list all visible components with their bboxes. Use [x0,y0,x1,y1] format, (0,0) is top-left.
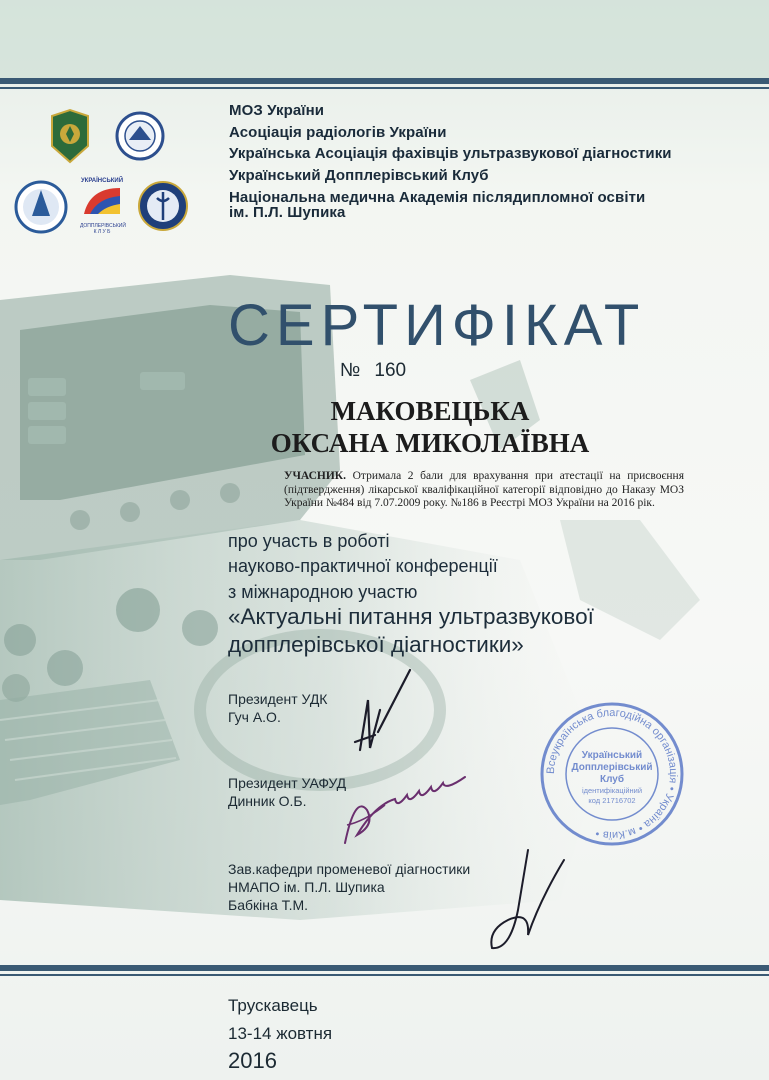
signatory-1 [228,690,327,726]
stamp-center-3: Клуб [599,774,625,785]
org-line-5: Національна медична Академія післядипломної освіти [229,189,646,206]
event-city: Трускавець [228,996,318,1015]
top-rule-thin [0,87,769,89]
stamp-ring-text: Всеукраїнська благодійна організація • Україна • м.Київ • [544,706,680,842]
bottom-rule-thick [0,965,769,971]
stamp-center-1: Український [581,750,643,761]
signatory-2-name: Динник О.Б. [228,793,307,809]
org-line-2: Асоціація радіологів України [229,123,447,141]
doppler-club-logo-text-mid: ДОППЛЕРІВСЬКИЙ [80,223,126,229]
participant-label: УЧАСНИК. [284,470,347,482]
signatory-3-line3: Бабкіна Т.М. [228,897,309,913]
bottom-rule-thin [0,974,769,976]
doppler-club-emblem [80,184,124,218]
certificate-number [340,360,406,382]
recipient-surname: МАКОВЕЦЬКА [330,396,530,426]
doppler-club-logo-text-bottom: К Л У Б [93,229,111,235]
radiologists-association-logo [115,110,165,162]
signatory-3-line1: Зав.кафедри променевої діагностики [228,861,471,877]
signatory-3 [228,860,470,914]
organization-stamp [536,700,688,848]
signature-3 [480,840,570,960]
event-line-1: про участь в роботі [228,531,390,551]
signature-1 [340,660,420,760]
medical-academy-logo [137,180,189,232]
stamp-center-4: ідентифікаційний [581,786,643,795]
number-value: 160 [374,360,407,381]
event-line-2: науково-практичної конференції [228,556,498,576]
organizations-list [229,100,749,220]
org-line-3: Українська Асоціація фахівців ультразвукової діагностики [229,145,672,162]
doppler-club-logo [80,178,124,238]
signatory-2 [228,774,346,810]
event-dates: 13-14 жовтня [228,1024,333,1043]
signatory-3-line2: НМАПО ім. П.Л. Шупика [228,879,385,895]
signatory-2-title: Президент УАФУД [228,775,347,791]
top-rule-thick [0,78,769,84]
stamp-center-5: код 21716702 [588,796,636,805]
signatory-1-name: Гуч А.О. [228,709,281,725]
event-line-3: з міжнародною участю [228,582,418,602]
moh-emblem-logo [48,108,92,164]
participant-text: Отримала 2 бали для врахування при атестації на присвоєння (підтвердження) лікарської кваліфікаційної категорії відповідно до Наказу МОЗ України №484 від 7.07.2009 року. №186 в Реєстрі МОЗ України на 2016 рік. [284,470,684,509]
doppler-club-logo-text-top: УКРАЇНСЬКИЙ [80,178,124,184]
signatory-1-title: Президент УДК [228,691,328,707]
signature-2 [335,765,475,850]
event-year: 2016 [228,1048,277,1073]
stamp-center-2: Допплерівський [571,762,653,773]
org-line-1: МОЗ України [229,102,325,119]
ultrasound-association-logo [14,180,68,234]
recipient-given-names: ОКСАНА МИКОЛАЇВНА [270,428,590,458]
number-sign: № [340,360,361,381]
participant-note [284,470,684,511]
certificate-title: СЕРТИФІКАТ [228,293,646,358]
event-line-4: «Актуальні питання ультразвукової [228,604,594,629]
event-line-5: допплерівської діагностики» [228,632,524,657]
org-line-6: ім. П.Л. Шупика [229,204,346,221]
org-line-4: Український Допплерівський Клуб [229,166,489,184]
